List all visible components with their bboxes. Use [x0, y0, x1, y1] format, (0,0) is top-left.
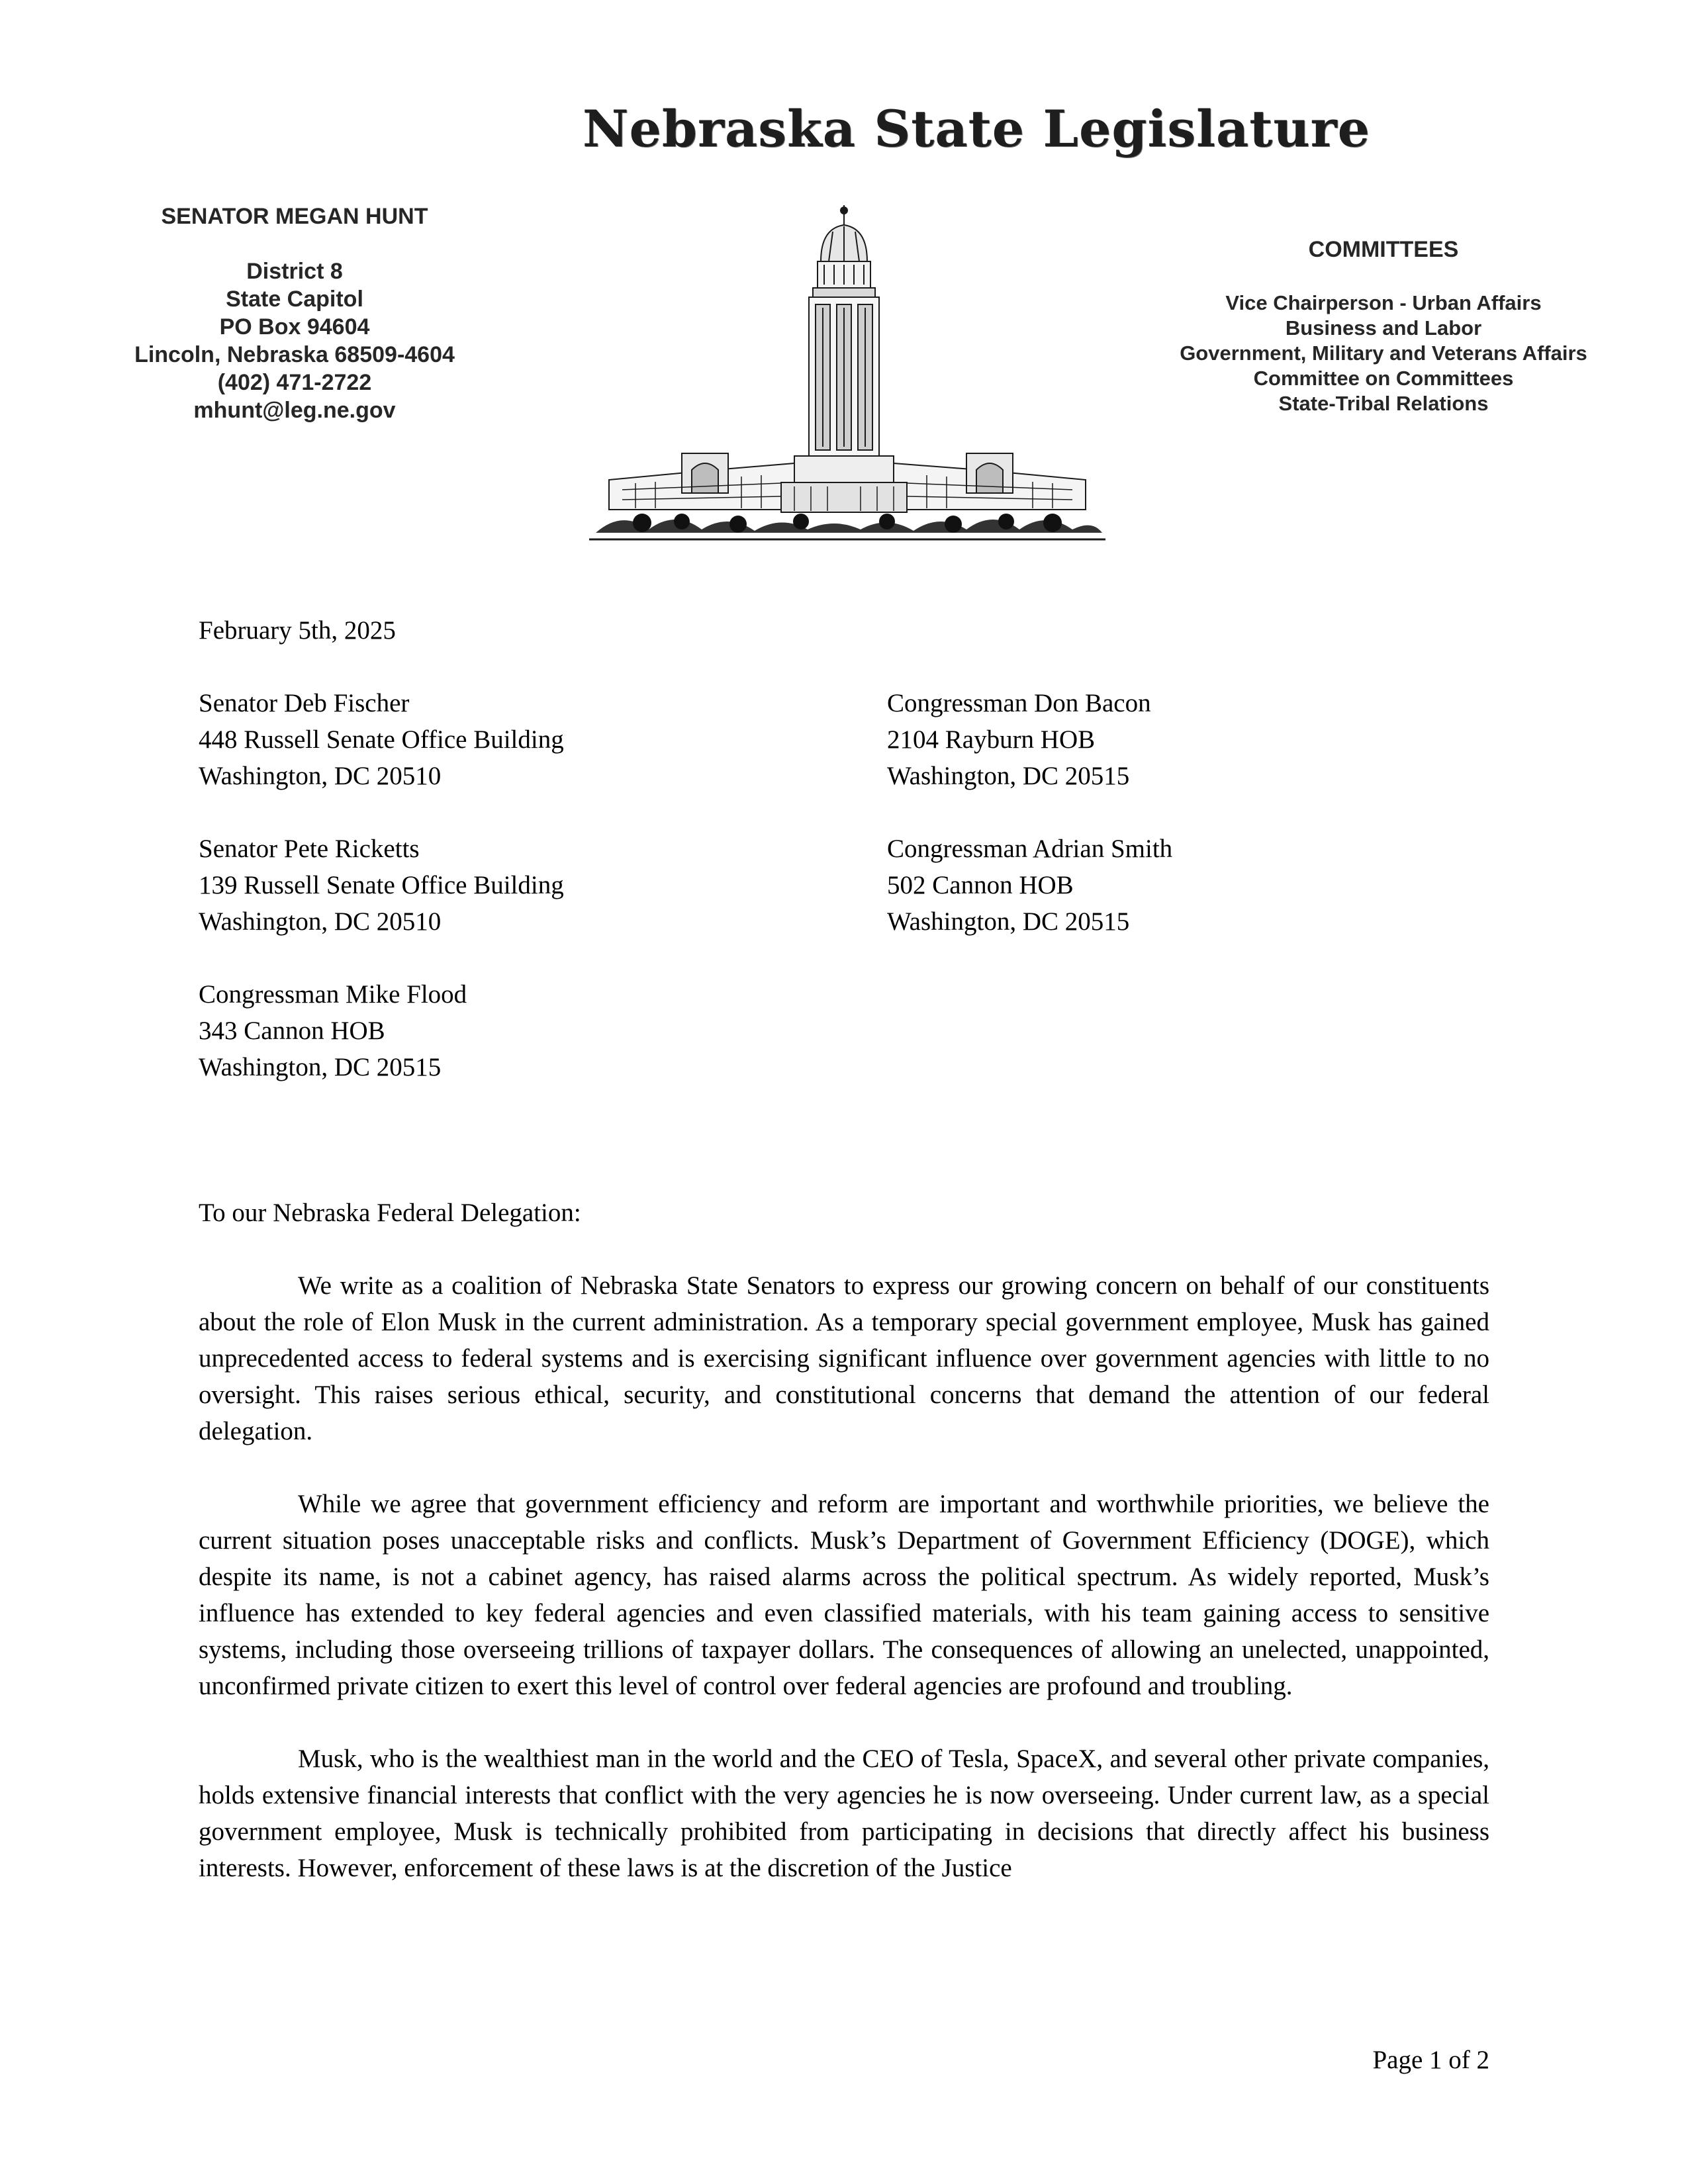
- sender-email: mhunt@leg.ne.gov: [193, 398, 396, 423]
- body-paragraph: Musk, who is the wealthiest man in the world and the CEO of Tesla, SpaceX, and several other private companies, holds extensive financial interests that conflict with the very agencies he is now overseeing. Under current law, as a special government employee, Musk is technically prohibited from participating in decisions that directly affect his business interests. However, enforcement of these laws is at the discretion of the Justice: [199, 1745, 1489, 1882]
- recipient-city: Washington, DC 20510: [199, 907, 442, 936]
- recipient-street: 448 Russell Senate Office Building: [199, 725, 564, 754]
- letter-body: [199, 1267, 1489, 1923]
- committees-heading: COMMITTEES: [1308, 237, 1459, 262]
- committee-item: Committee on Committees: [1253, 367, 1514, 390]
- recipient-street: 2104 Rayburn HOB: [887, 725, 1096, 754]
- committee-item: Government, Military and Veterans Affairs: [1180, 341, 1587, 365]
- page-number: Page 1 of 2: [1372, 2046, 1489, 2074]
- committee-item: Vice Chairperson - Urban Affairs: [1225, 291, 1542, 314]
- recipient-city: Washington, DC 20515: [887, 762, 1130, 790]
- sender-po-box: PO Box 94604: [219, 314, 370, 340]
- recipient-street: 502 Cannon HOB: [887, 871, 1074, 899]
- recipient-name: Congressman Don Bacon: [887, 689, 1151, 717]
- recipient-name: Senator Pete Ricketts: [199, 835, 420, 863]
- recipient-name: Congressman Adrian Smith: [887, 835, 1173, 863]
- recipient-name: Congressman Mike Flood: [199, 980, 467, 1009]
- body-paragraph: We write as a coalition of Nebraska State Senators to express our growing concern on behalf of our constituents about the role of Elon Musk in the current administration. As a temporary special government employee, Musk has gained unprecedented access to federal systems and is exercising significant influence over government agencies with little to no oversight. This raises serious ethical, security, and constitutional concerns that demand the attention of our federal delegation.: [199, 1271, 1489, 1445]
- recipient-city: Washington, DC 20510: [199, 762, 442, 790]
- letter-date: February 5th, 2025: [199, 616, 396, 645]
- sender-district: District 8: [246, 259, 343, 284]
- sender-office: State Capitol: [226, 287, 363, 312]
- committees-block: [1145, 235, 1622, 416]
- salutation: To our Nebraska Federal Delegation:: [199, 1199, 581, 1227]
- recipient-city: Washington, DC 20515: [199, 1053, 442, 1081]
- recipient-address: [199, 976, 467, 1085]
- legislature-masthead: Nebraska State Legislature: [583, 99, 1371, 158]
- recipient-name: Senator Deb Fischer: [199, 689, 410, 717]
- recipient-address: [887, 685, 1151, 794]
- recipient-address: [199, 831, 564, 940]
- sender-phone: (402) 471-2722: [217, 370, 372, 395]
- recipient-address: [887, 831, 1172, 940]
- capitol-building-illustration: [583, 199, 1112, 556]
- committee-item: Business and Labor: [1285, 316, 1482, 340]
- recipient-street: 343 Cannon HOB: [199, 1017, 385, 1045]
- recipient-street: 139 Russell Senate Office Building: [199, 871, 564, 899]
- recipient-city: Washington, DC 20515: [887, 907, 1130, 936]
- committee-item: State-Tribal Relations: [1278, 392, 1489, 415]
- sender-name: SENATOR MEGAN HUNT: [161, 204, 428, 229]
- sender-block: [99, 202, 490, 424]
- recipient-address: [199, 685, 564, 794]
- sender-city: Lincoln, Nebraska 68509-4604: [134, 342, 455, 367]
- body-paragraph: While we agree that government efficiency and reform are important and worthwhile priorities, we believe the current situation poses unacceptable risks and conflicts. Musk’s Department of Government Efficiency (DOGE), which despite its name, is not a cabinet agency, has raised alarms across the political spectrum. As widely reported, Musk’s influence has extended to key federal agencies and even classified materials, with his team gaining access to sensitive systems, including those overseeing trillions of taxpayer dollars. The consequences of allowing an unelected, unappointed, unconfirmed private citizen to exert this level of control over federal agencies are profound and troubling.: [199, 1490, 1489, 1700]
